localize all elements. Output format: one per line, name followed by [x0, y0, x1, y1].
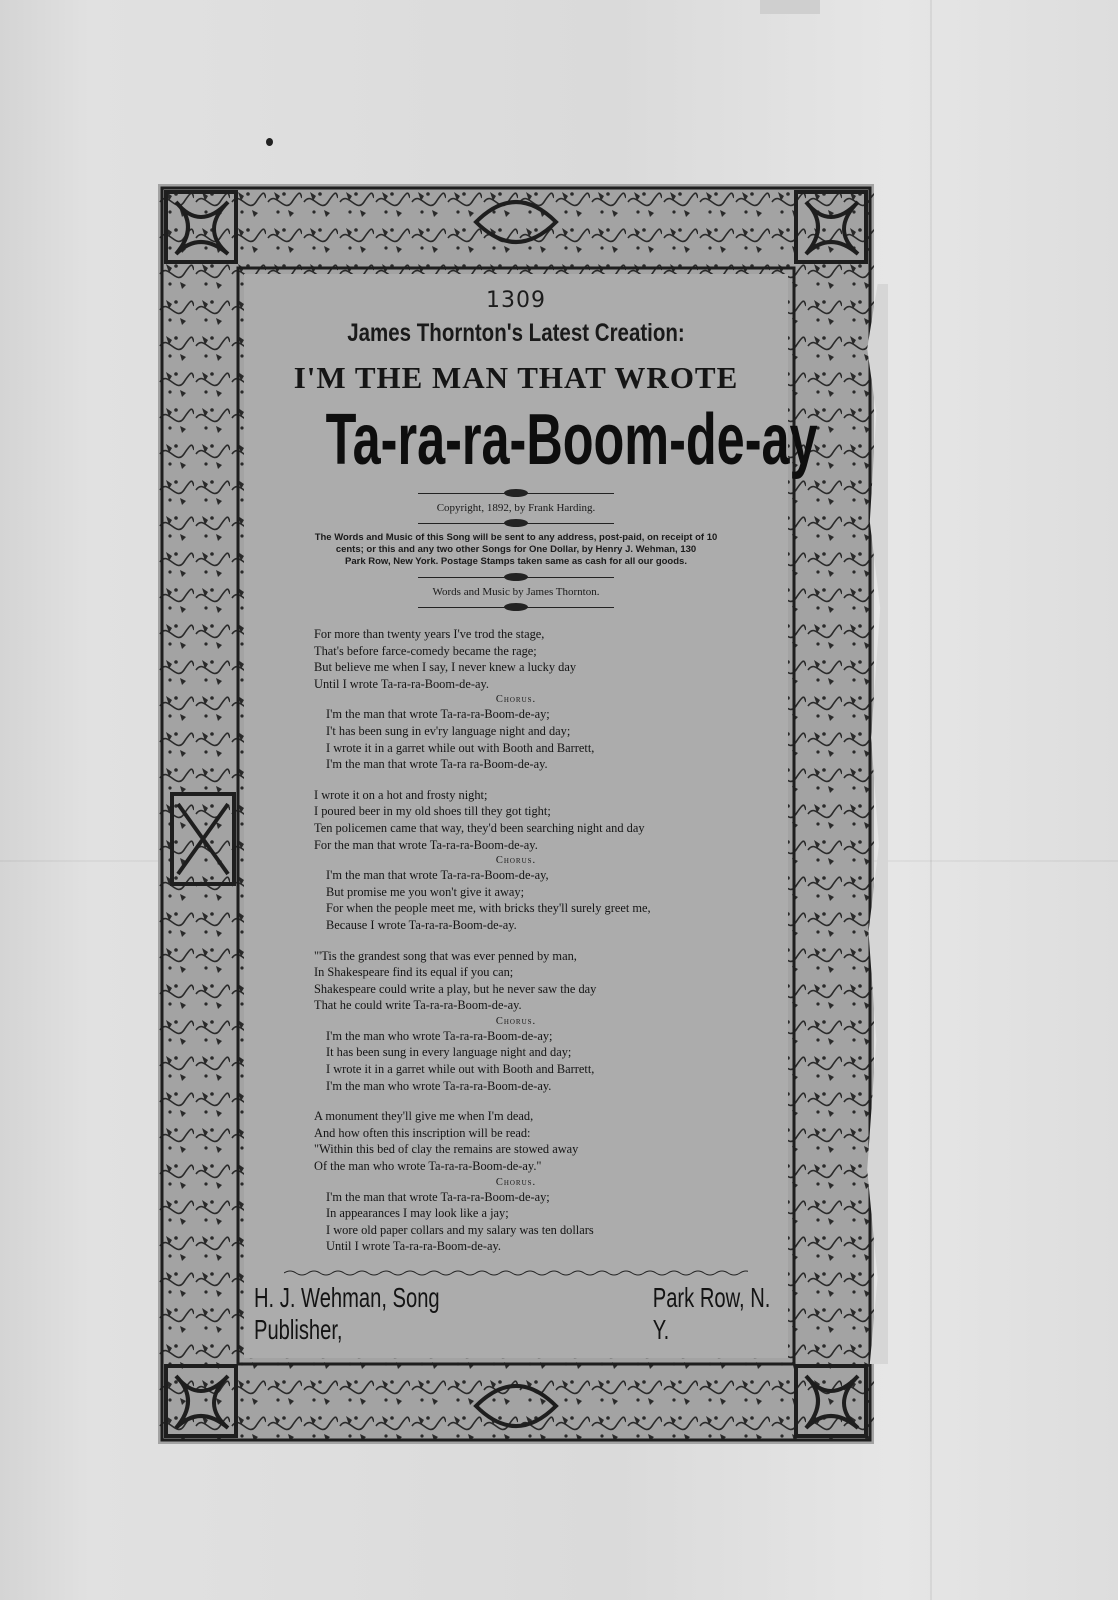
copyright-line: Copyright, 1892, by Frank Harding.	[436, 502, 596, 514]
subtitle: James Thornton's Latest Creation:	[347, 319, 685, 347]
verse-line: "Within this bed of clay the remains are stowed away	[314, 1142, 579, 1157]
chorus-line: But promise me you won't give it away;	[326, 884, 525, 899]
verse-3	[314, 948, 788, 1014]
verse-line: And how often this inscription will be read:	[314, 1125, 531, 1140]
divider-rule	[418, 518, 614, 528]
chorus-line: I'm the man that wrote Ta-ra-ra-Boom-de-ay;	[326, 1189, 550, 1204]
ink-speck	[266, 138, 273, 146]
song-sheet	[158, 184, 874, 1444]
wavy-divider	[284, 1269, 748, 1277]
song-number: 1309	[486, 288, 546, 313]
chorus-line: I'm the man that wrote Ta-ra ra-Boom-de-ay.	[326, 757, 548, 772]
verse-line: For more than twenty years I've trod the stage,	[314, 627, 545, 641]
notice-line: The Words and Music of this Song will be sent to any address, post-paid, on receipt of 10	[314, 532, 718, 543]
order-notice	[250, 532, 782, 568]
chorus-1	[326, 706, 788, 772]
publisher-footer	[254, 1282, 778, 1346]
chorus-line: Because I wrote Ta-ra-ra-Boom-de-ay.	[326, 917, 517, 932]
verse-line: Ten policemen came that way, they'd been searching night and day	[314, 820, 645, 835]
verse-line: Until I wrote Ta-ra-ra-Boom-de-ay.	[314, 676, 489, 691]
verse-2	[314, 787, 788, 853]
chorus-line: I wore old paper collars and my salary was ten dollars	[326, 1222, 594, 1237]
verse-line: I poured beer in my old shoes till they got tight;	[314, 804, 551, 819]
chorus-3	[326, 1028, 788, 1094]
verse-line: For the man that wrote Ta-ra-ra-Boom-de-ay.	[314, 837, 538, 852]
divider-rule	[418, 602, 614, 612]
verse-line: Of the man who wrote Ta-ra-ra-Boom-de-ay."	[314, 1159, 542, 1174]
notice-line: Park Row, New York. Postage Stamps taken same as cash for all our goods.	[345, 556, 687, 567]
chorus-line: For when the people meet me, with bricks they'll surely greet me,	[326, 901, 651, 916]
verse-line: That's before farce-comedy became the rage;	[314, 643, 537, 658]
verse-line: In Shakespeare find its equal if you can;	[314, 965, 514, 980]
paper-tear	[760, 0, 820, 14]
verse-line: That he could write Ta-ra-ra-Boom-de-ay.	[314, 998, 522, 1013]
chorus-line: I wrote it in a garret while out with Booth and Barrett,	[326, 740, 595, 755]
publisher-address: Park Row, N. Y.	[652, 1282, 771, 1345]
paper-fold	[930, 0, 932, 1600]
chorus-line: I'm the man who wrote Ta-ra-ra-Boom-de-ay.	[326, 1078, 552, 1093]
chorus-line: In appearances I may look like a jay;	[326, 1206, 509, 1221]
notice-line: cents; or this and any two other Songs for One Dollar, by Henry J. Wehman, 130	[335, 544, 697, 555]
chorus-heading: Chorus.	[495, 855, 537, 867]
song-title: Ta-ra-ra-Boom-de-ay	[325, 400, 818, 480]
divider-rule	[418, 572, 614, 582]
chorus-2	[326, 867, 788, 933]
sheet-content	[244, 274, 818, 1358]
credits-line: Words and Music by James Thornton.	[432, 586, 600, 598]
chorus-line: Until I wrote Ta-ra-ra-Boom-de-ay.	[326, 1239, 501, 1254]
verse-line: But believe me when I say, I never knew a lucky day	[314, 660, 577, 675]
chorus-line: I'm the man who wrote Ta-ra-ra-Boom-de-ay;	[326, 1028, 553, 1043]
chorus-line: I wrote it in a garret while out with Booth and Barrett,	[326, 1062, 595, 1077]
chorus-line: It has been sung in every language night and day;	[326, 1045, 572, 1060]
chorus-heading: Chorus.	[495, 694, 537, 706]
publisher-name: H. J. Wehman, Song Publisher,	[254, 1282, 440, 1345]
divider-rule	[418, 488, 614, 498]
verse-line: Shakespeare could write a play, but he never saw the day	[314, 981, 597, 996]
chorus-4	[326, 1189, 788, 1255]
headline: I'M THE MAN THAT WROTE	[293, 360, 739, 395]
chorus-line: I't has been sung in ev'ry language night and day;	[326, 723, 571, 738]
verse-line: A monument they'll give me when I'm dead,	[314, 1109, 534, 1124]
verse-4	[314, 1108, 788, 1174]
verse-line: I wrote it on a hot and frosty night;	[314, 787, 488, 802]
chorus-heading: Chorus.	[495, 1015, 537, 1027]
chorus-line: I'm the man that wrote Ta-ra-ra-Boom-de-ay;	[326, 707, 550, 722]
chorus-line: I'm the man that wrote Ta-ra-ra-Boom-de-ay,	[326, 868, 549, 883]
verse-line: "'Tis the grandest song that was ever penned by man,	[314, 948, 577, 963]
chorus-heading: Chorus.	[495, 1176, 537, 1188]
verse-1	[314, 626, 788, 692]
